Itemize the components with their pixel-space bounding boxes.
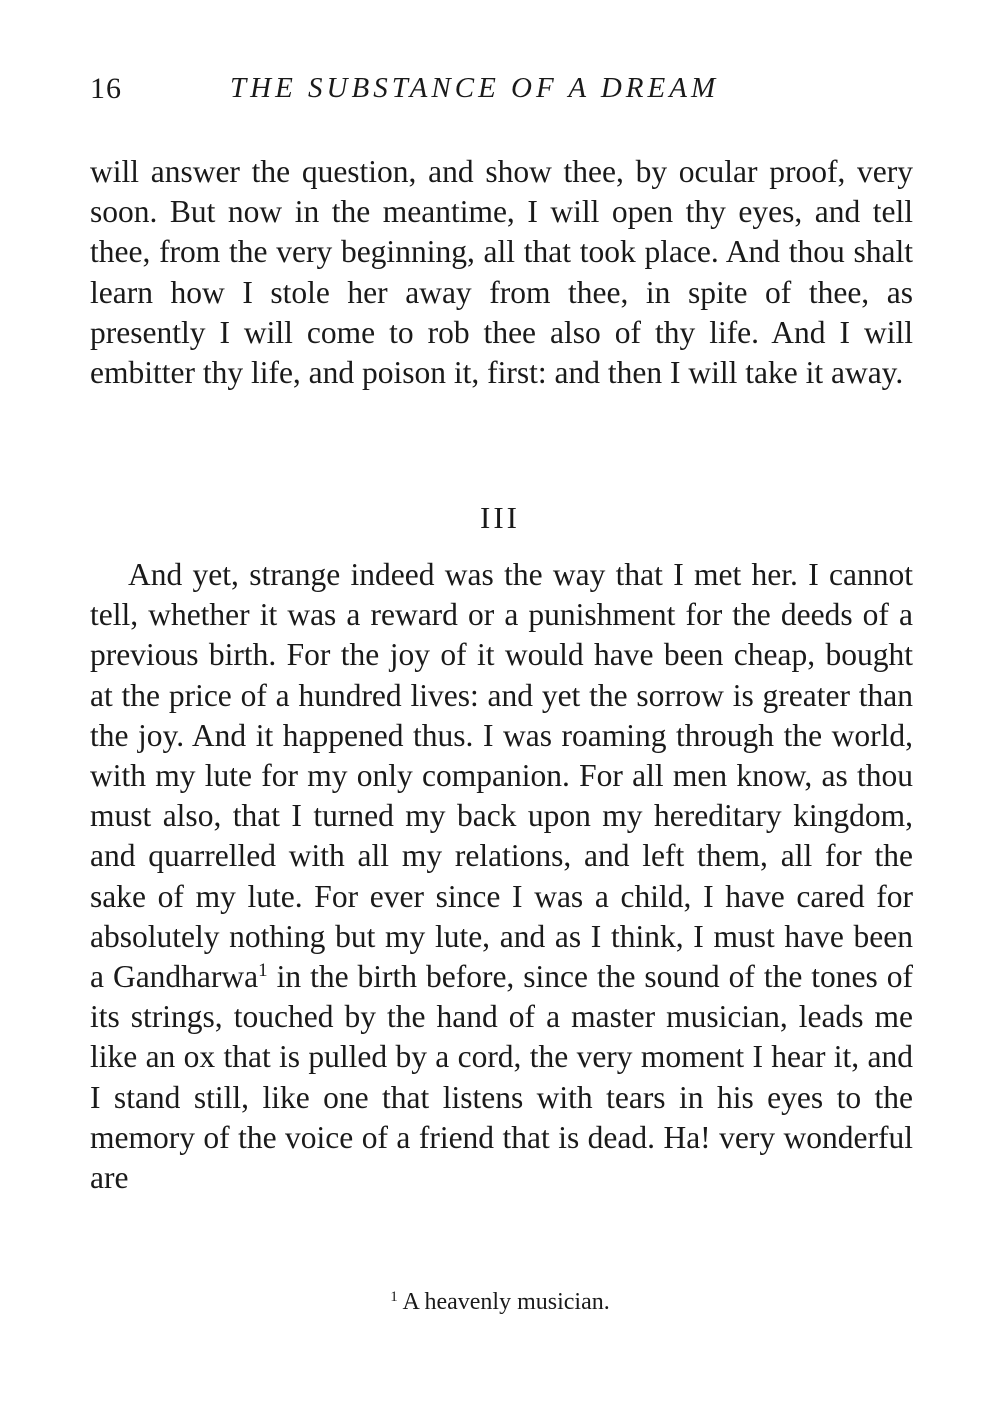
section-paragraph [90, 555, 913, 1198]
footnote-text: A heavenly musician. [402, 1289, 610, 1315]
page-header [90, 72, 910, 116]
section-heading: III [480, 500, 520, 535]
footnote-marker: 1 [390, 1289, 398, 1305]
continued-paragraph-block [90, 152, 913, 393]
running-head: THE SUBSTANCE OF A DREAM [230, 72, 720, 104]
footnote [0, 1289, 1000, 1316]
paragraph-text-part1: And yet, strange indeed was the way that I met her. I cannot tell, whether it was a reward or a punishment for the deeds of a previous birth. For the joy of it would have been cheap, bought at the price of a hundred lives: and yet the sorrow is greater than the joy. And it happened thus. I was roaming through the world, with my lute for my only companion. For all men know, as thou must also, that I turned my back upon my hereditary kingdom, and quarrelled with all my relations, and left them, all for the sake of my lute. For ever since I was a child, I have cared for absolutely nothing but my lute, and as I think, I must have been a Gandharwa [90, 557, 913, 995]
continued-paragraph: will answer the question, and show thee, by ocular proof, very soon. But now in the meantime, I will open thy eyes, and tell thee, from the very beginning, all that took place. And thou shalt learn how I stole her away from thee, in spite of thee, as presently I will come to rob thee also of thy life. And I will embitter thy life, and poison it, first: and then I will take it away. [90, 154, 913, 391]
footnote-reference: 1 [258, 960, 268, 982]
paragraph-text-part2: in the birth before, since the sound of the tones of its strings, touched by the hand of a master musician, leads me like an ox that is pulled by a cord, the very moment I hear it, and I stand still, like one that listens with tears in his eyes to the memory of the voice of a friend that is dead. Ha! very wonderful are [90, 959, 913, 1196]
page-number: 16 [90, 72, 122, 105]
section-body [90, 555, 913, 1198]
